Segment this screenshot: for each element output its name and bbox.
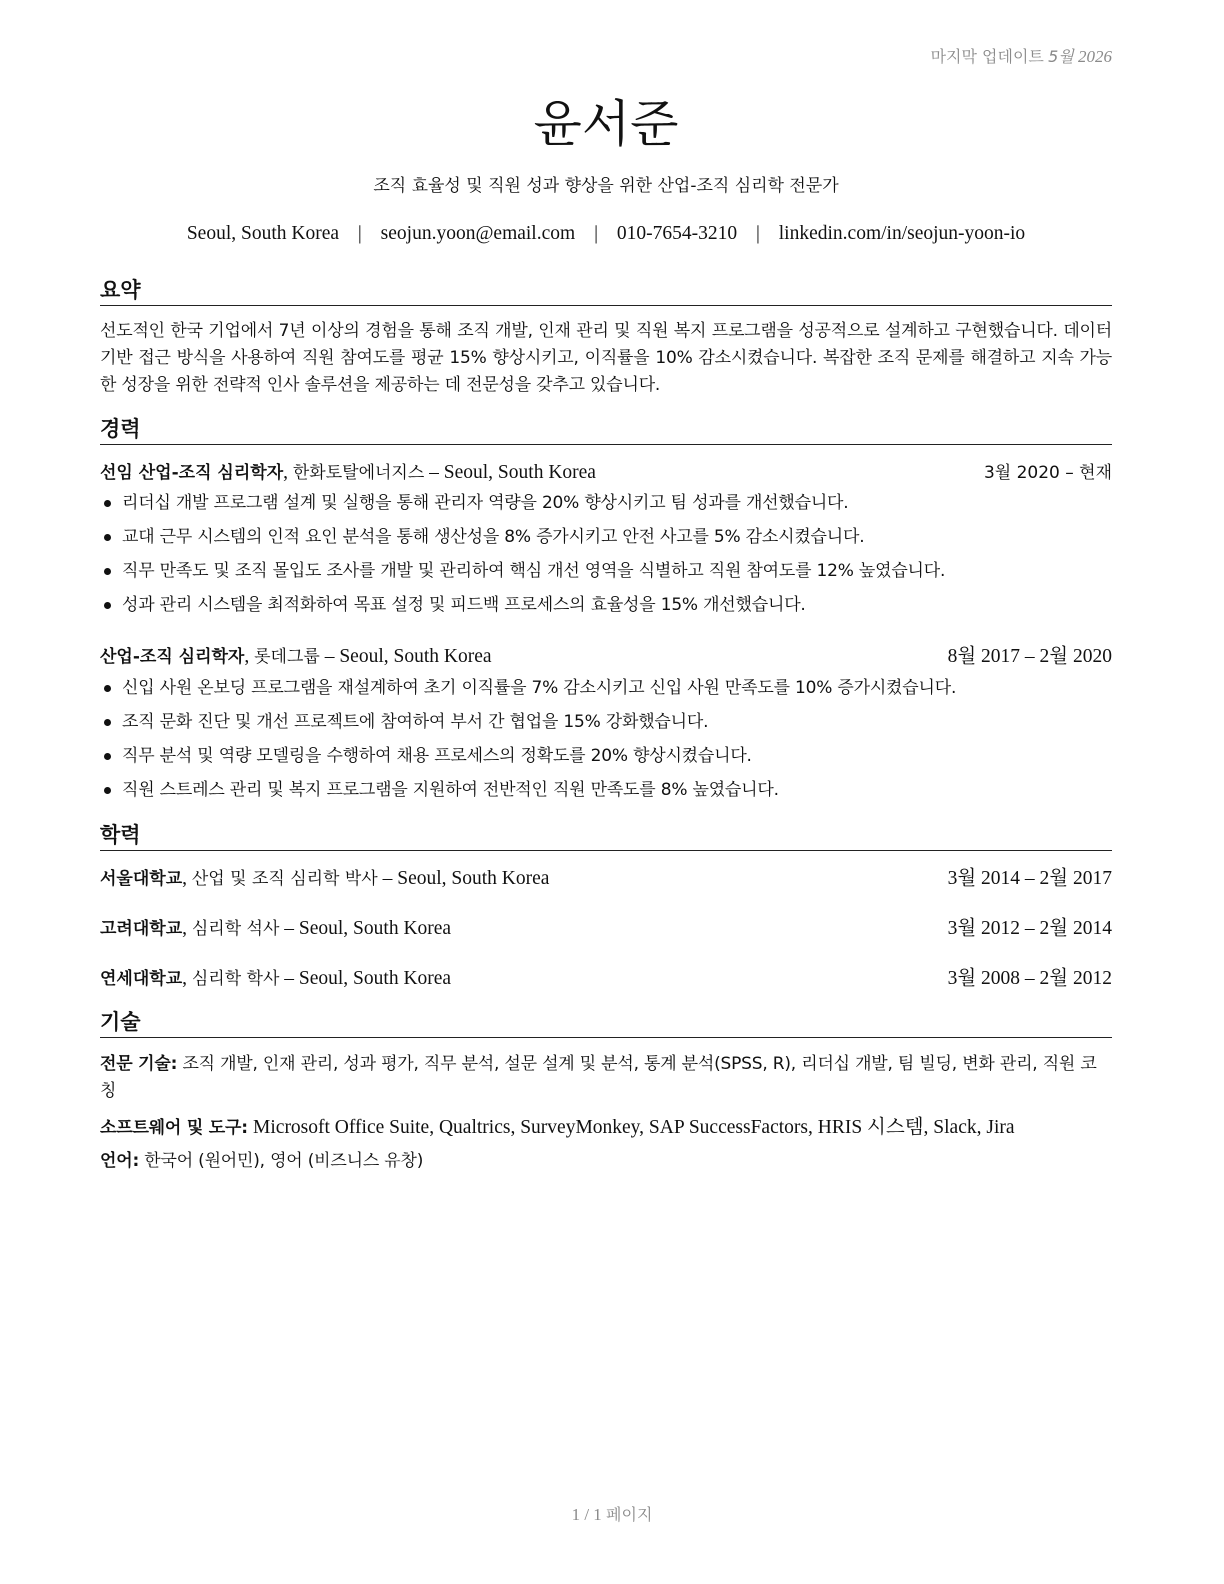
job-bullet: 리더십 개발 프로그램 설계 및 실행을 통해 관리자 역량을 20% 향상시키고 팀 성과를 개선했습니다. <box>100 490 1112 524</box>
experience-heading: 경력 <box>100 416 1112 445</box>
education-item: 고려대학교, 심리학 석사 – Seoul, South Korea 3월 2012 – 2월 2014 <box>100 916 1112 942</box>
job-location: – Seoul, South Korea <box>324 646 492 667</box>
updated-prefix: 마지막 업데이트 <box>930 47 1044 66</box>
candidate-name: 윤서준 <box>533 95 679 153</box>
education-dates: 3월 2008 – 2월 2012 <box>947 968 1112 989</box>
contact-phone[interactable]: 010-7654-3210 <box>616 223 738 244</box>
school-name: 고려대학교 <box>100 919 183 939</box>
skill-value: Microsoft Office Suite, Qualtrics, SurveyMonkey, SAP SuccessFactors, HRIS 시스템, Slack, Jira <box>253 1117 1015 1138</box>
contact-separator: | <box>357 223 362 244</box>
updated-month: 5월 <box>1048 47 1074 66</box>
job-company: 한화토탈에너지스 <box>292 463 425 483</box>
page-footer <box>0 1502 1224 1525</box>
contact-linkedin[interactable]: linkedin.com/in/seojun-yoon-io <box>778 223 1026 244</box>
job-role: 선임 산업-조직 심리학자 <box>100 463 284 483</box>
contact-separator: | <box>594 223 598 244</box>
education-location: – Seoul, South Korea <box>284 968 452 989</box>
job-bullet: 신입 사원 온보딩 프로그램을 재설계하여 초기 이직률을 7% 감소시키고 신입 사원 만족도를 10% 증가시켰습니다. <box>100 675 1112 709</box>
job-bullets <box>100 490 1112 626</box>
job-bullet: 성과 관리 시스템을 최적화하여 목표 설정 및 피드백 프로세스의 효율성을 15% 개선했습니다. <box>100 592 1112 626</box>
education-location: – Seoul, South Korea <box>284 918 452 939</box>
job-bullet: 직무 만족도 및 조직 몰입도 조사를 개발 및 관리하여 핵심 개선 영역을 식별하고 직원 참여도를 12% 높였습니다. <box>100 558 1112 592</box>
skill-value: 조직 개발, 인재 관리, 성과 평가, 직무 분석, 설문 설계 및 분석, 통계 분석(SPSS, R), 리더십 개발, 팀 빌딩, 변화 관리, 직원 코칭 <box>100 1054 1097 1101</box>
education-dates: 3월 2014 – 2월 2017 <box>947 868 1112 889</box>
job-bullets <box>100 675 1112 811</box>
headline: 조직 효율성 및 직원 성과 향상을 위한 산업-조직 심리학 전문가 <box>373 176 839 196</box>
page-number: 1 / 1 <box>571 1505 602 1524</box>
degree: 심리학 학사 <box>191 969 280 989</box>
job-dates: 3월 2020 – 현재 <box>983 463 1112 483</box>
skills-heading: 기술 <box>100 1009 1112 1038</box>
contact-email[interactable]: seojun.yoon@email.com <box>380 223 576 244</box>
summary-text: 선도적인 한국 기업에서 7년 이상의 경험을 통해 조직 개발, 인재 관리 및 직원 복지 프로그램을 성공적으로 설계하고 구현했습니다. 데이터 기반 접근 방식을 사용하여 직원 참여도를 평균 15% 향상시키고, 이직률을 10% 감소시켰습니다. 복잡한 조직 문제를 해결하고 지속 가능한 성장을 위한 전략적 인사 솔루션을 제공하는 데 전문성을 갖추고 있습니다. <box>100 321 1112 395</box>
job-bullet: 직원 스트레스 관리 및 복지 프로그램을 지원하여 전반적인 직원 만족도를 8% 높였습니다. <box>100 777 1112 811</box>
skill-line <box>100 1148 1112 1175</box>
job-role: 산업-조직 심리학자 <box>100 647 245 667</box>
job-bullet: 교대 근무 시스템의 인적 요인 분석을 통해 생산성을 8% 증가시키고 안전 사고를 5% 감소시켰습니다. <box>100 524 1112 558</box>
school-name: 연세대학교 <box>100 969 183 989</box>
job-header <box>100 460 1112 486</box>
education-dates: 3월 2012 – 2월 2014 <box>947 918 1112 939</box>
skill-line <box>100 1114 1112 1142</box>
degree: 심리학 석사 <box>191 919 280 939</box>
job-bullet: 직무 분석 및 역량 모델링을 수행하여 채용 프로세스의 정확도를 20% 향상시켰습니다. <box>100 743 1112 777</box>
job-company: 롯데그룹 <box>254 647 320 667</box>
job-title-line: 선임 산업-조직 심리학자, 한화토탈에너지스 – Seoul, South Korea <box>100 462 596 483</box>
education-location: – Seoul, South Korea <box>382 868 550 889</box>
skill-label: 소프트웨어 및 도구: <box>100 1118 248 1138</box>
job-title-line: 산업-조직 심리학자, 롯데그룹 – Seoul, South Korea <box>100 646 492 667</box>
skill-label: 언어: <box>100 1151 140 1171</box>
job-header <box>100 644 1112 670</box>
updated-year: 2026 <box>1078 47 1112 66</box>
degree: 산업 및 조직 심리학 박사 <box>191 869 378 889</box>
school-name: 서울대학교 <box>100 869 183 889</box>
education-item: 연세대학교, 심리학 학사 – Seoul, South Korea 3월 2008 – 2월 2012 <box>100 966 1112 992</box>
job-bullet: 조직 문화 진단 및 개선 프로젝트에 참여하여 부서 간 협업을 15% 강화했습니다. <box>100 709 1112 743</box>
last-updated <box>931 44 1112 67</box>
contact-separator: | <box>755 223 760 244</box>
skill-label: 전문 기술: <box>100 1054 178 1074</box>
contact-line <box>100 223 1112 245</box>
job-dates: 8월 2017 – 2월 2020 <box>947 646 1112 667</box>
education-item: 서울대학교, 산업 및 조직 심리학 박사 – Seoul, South Korea 3월 2014 – 2월 2017 <box>100 866 1112 892</box>
summary-heading: 요약 <box>100 277 1112 306</box>
skill-value: 한국어 (원어민), 영어 (비즈니스 유창) <box>144 1151 424 1171</box>
job-location: – Seoul, South Korea <box>429 462 596 483</box>
page-suffix: 페이지 <box>606 1505 653 1524</box>
contact-location: Seoul, South Korea <box>186 223 340 244</box>
education-heading: 학력 <box>100 822 1112 851</box>
skill-line <box>100 1051 1112 1105</box>
